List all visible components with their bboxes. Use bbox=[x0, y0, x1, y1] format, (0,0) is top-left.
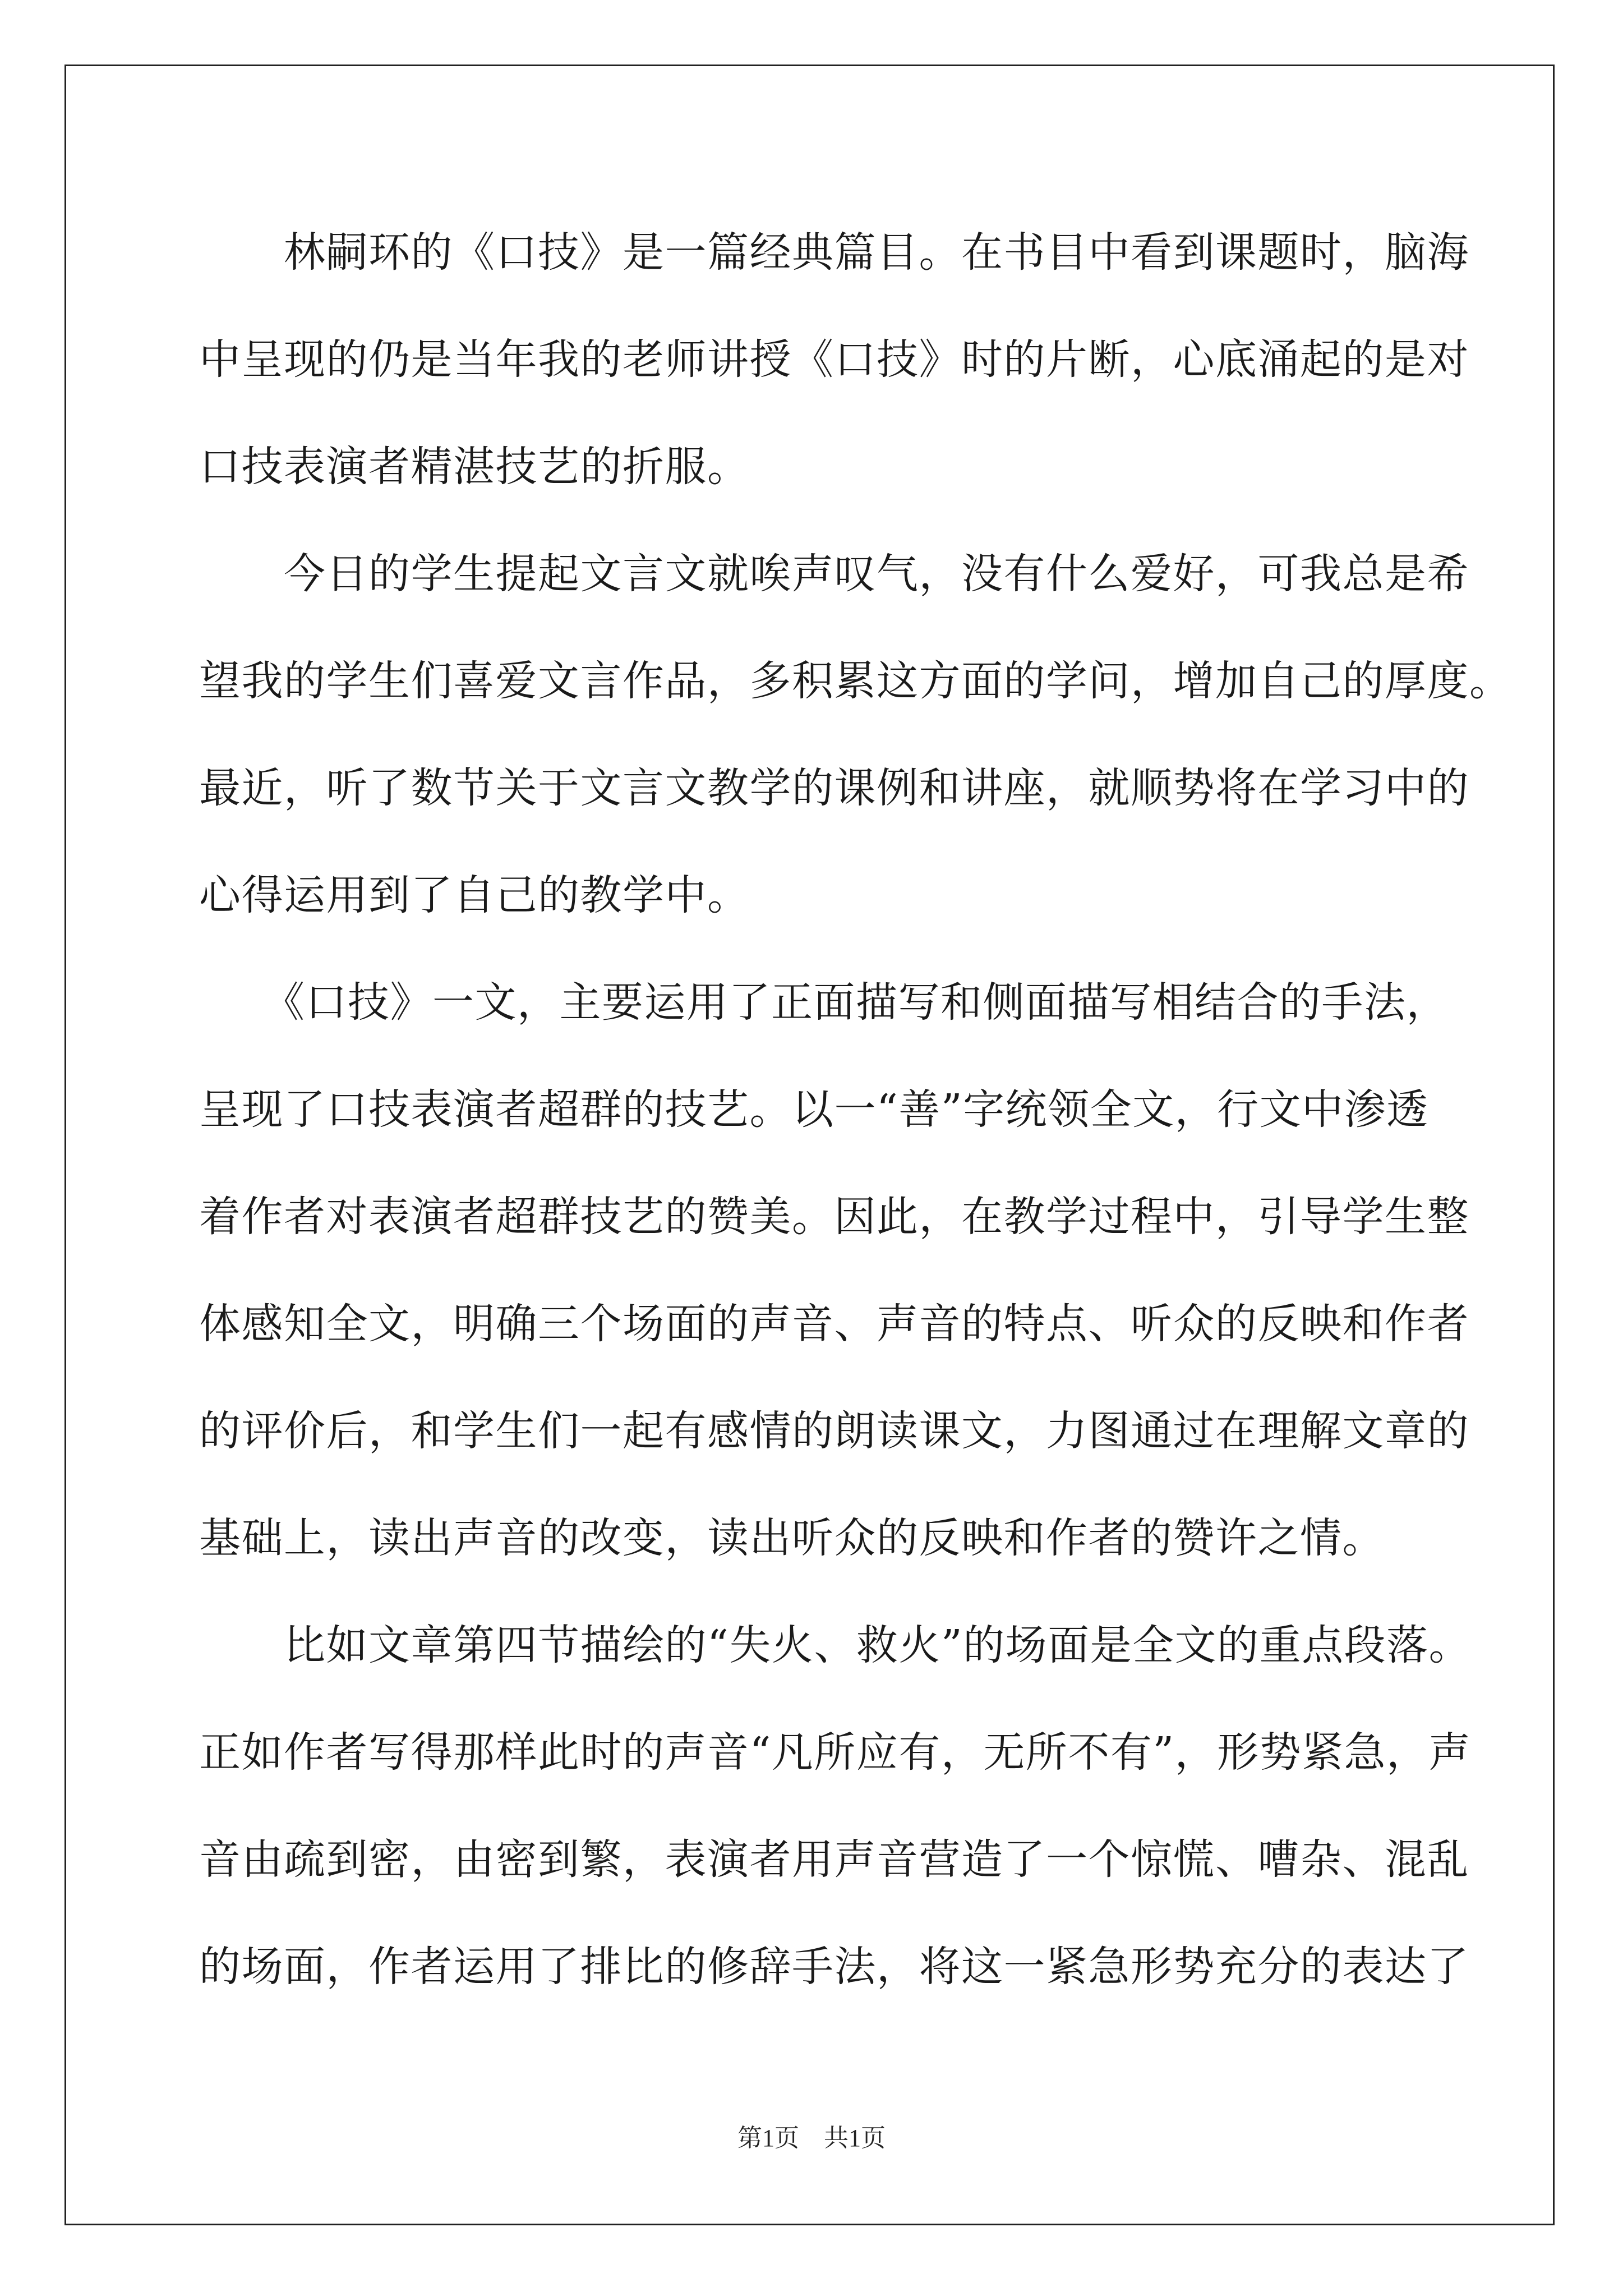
page-footer bbox=[0, 2118, 1623, 2154]
text-line: 中呈现的仍是当年我的老师讲授《口技》时的片断，心底涌起的是对 bbox=[199, 335, 1469, 384]
text-line: 呈现了口技表演者超群的技艺。以一“善”字统领全文，行文中渗透 bbox=[199, 1085, 1429, 1134]
text-line: 最近，听了数节关于文言文教学的课例和讲座，就顺势将在学习中的 bbox=[199, 764, 1469, 812]
text-line: 口技表演者精湛技艺的折服。 bbox=[199, 443, 750, 491]
page-number: 第1页 bbox=[737, 2124, 799, 2152]
page-border bbox=[64, 65, 1555, 2225]
text-line: 基础上，读出声音的改变，读出听众的反映和作者的赞许之情。 bbox=[199, 1514, 1385, 1562]
text-line: 林嗣环的《口技》是一篇经典篇目。在书目中看到课题时，脑海 bbox=[199, 228, 1469, 277]
text-line: 望我的学生们喜爱文言作品，多积累这方面的学问，增加自己的厚度。 bbox=[199, 657, 1512, 705]
text-line: 比如文章第四节描绘的“失火、救火”的场面是全文的重点段落。 bbox=[199, 1621, 1472, 1669]
text-line: 《口技》一文，主要运用了正面描写和侧面描写相结合的手法， bbox=[199, 978, 1449, 1027]
text-line: 今日的学生提起文言文就唉声叹气，没有什么爱好，可我总是希 bbox=[199, 550, 1469, 598]
text-line: 的评价后，和学生们一起有感情的朗读课文，力图通过在理解文章的 bbox=[199, 1407, 1469, 1455]
text-line: 心得运用到了自己的教学中。 bbox=[199, 871, 750, 919]
text-line: 着作者对表演者超群技艺的赞美。因此，在教学过程中，引导学生整 bbox=[199, 1193, 1469, 1241]
page-total: 共1页 bbox=[824, 2124, 886, 2152]
text-line: 的场面，作者运用了排比的修辞手法，将这一紧急形势充分的表达了 bbox=[199, 1943, 1469, 1991]
text-line: 正如作者写得那样此时的声音“凡所应有，无所不有”，形势紧急，声 bbox=[199, 1728, 1472, 1777]
text-line: 音由疏到密，由密到繁，表演者用声音营造了一个惊慌、嘈杂、混乱 bbox=[199, 1835, 1469, 1884]
text-line: 体感知全文，明确三个场面的声音、声音的特点、听众的反映和作者 bbox=[199, 1300, 1469, 1348]
